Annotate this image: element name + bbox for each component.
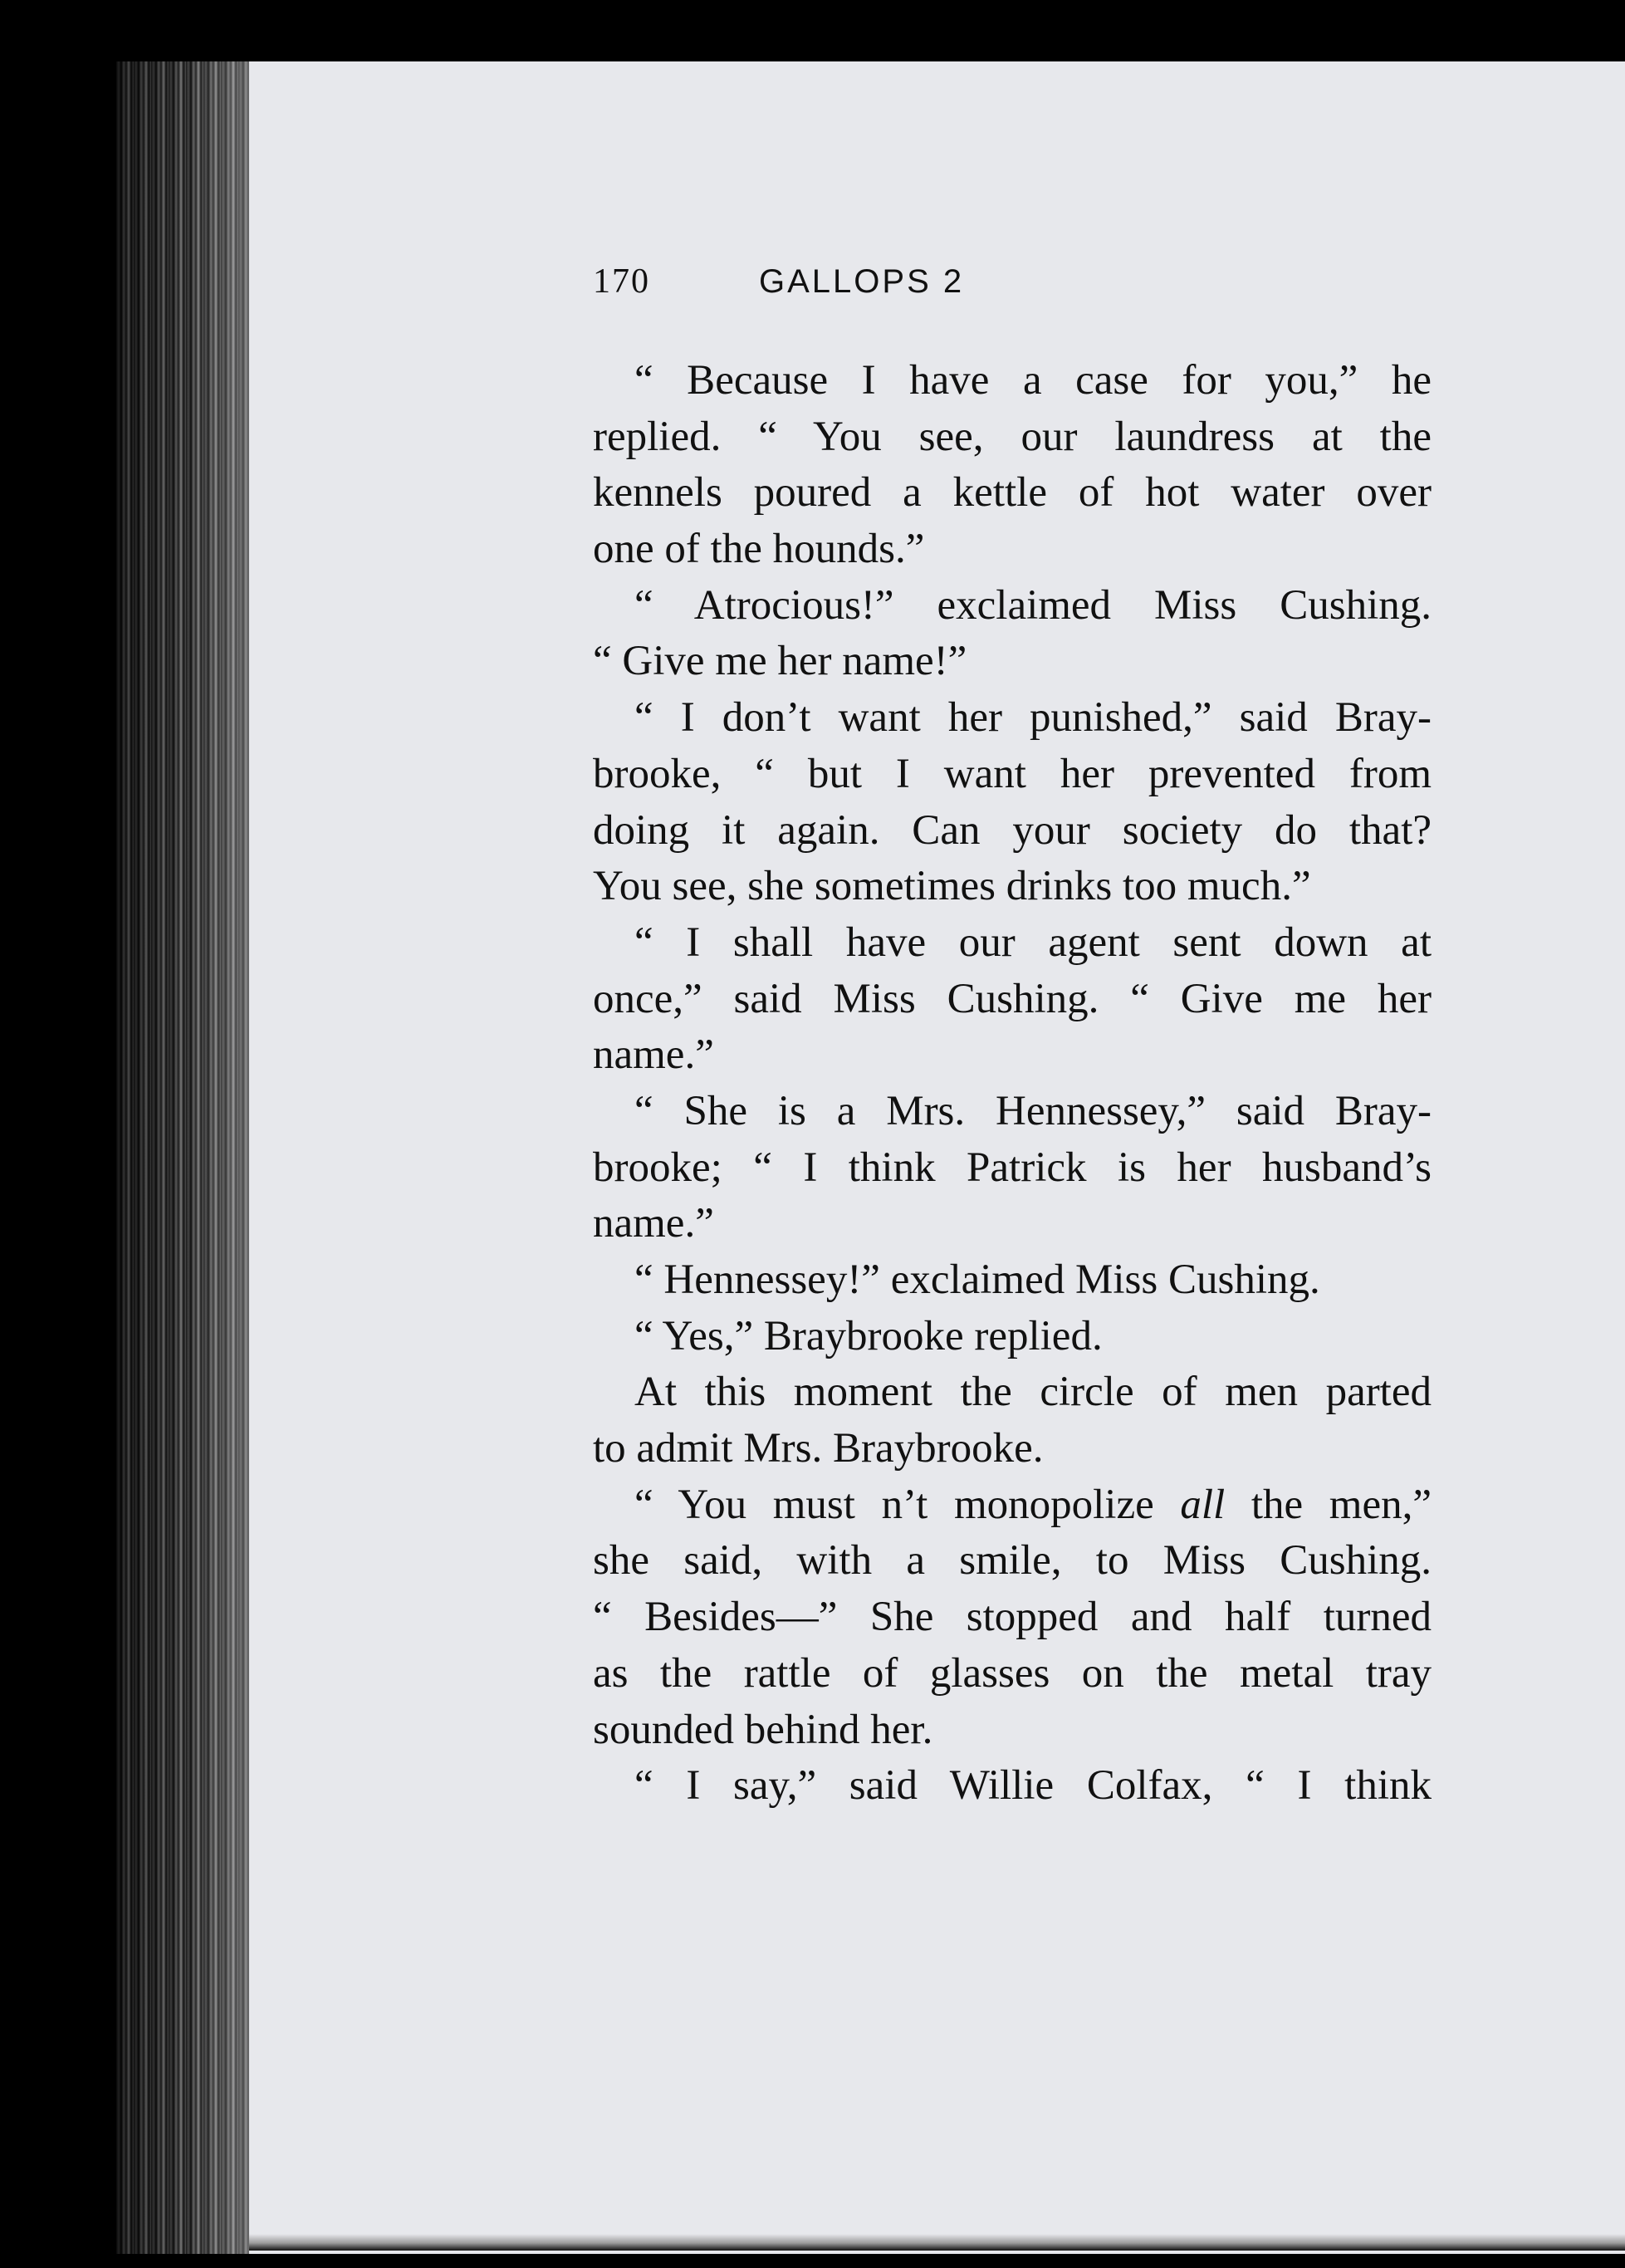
text-line: sounded behind her. [593, 1706, 933, 1753]
text-line: name.” [593, 1031, 714, 1079]
text-line: At this moment the circle of men parted [634, 1369, 1432, 1416]
text-line: “ Because I have a case for you,” he [634, 357, 1432, 404]
text-segment: the men,” [1225, 1481, 1432, 1528]
text-line: “ Give me her name!” [593, 638, 967, 685]
running-head [593, 262, 1432, 311]
text-line: “ I say,” said Willie Colfax, “ I think [634, 1762, 1432, 1810]
text-line: “ She is a Mrs. Hennessey,” said Bray- [634, 1087, 1432, 1134]
text-line: You see, she sometimes drinks too much.” [593, 863, 1311, 910]
text-line: as the rattle of glasses on the metal tray [593, 1649, 1432, 1697]
running-head-title: GALLOPS 2 [759, 263, 965, 300]
text-line: “ Besides—” She stopped and half turned [593, 1594, 1432, 1641]
text-line [593, 1477, 1432, 1534]
text-line: “ Hennessey!” exclaimed Miss Cushing. [634, 1256, 1320, 1303]
text-line: brooke, “ but I want her prevented from [593, 750, 1432, 797]
text-line: brooke; “ I think Patrick is her husband’s [593, 1144, 1432, 1191]
text-line: doing it again. Can your society do that? [593, 806, 1432, 854]
italic-word: all [1180, 1481, 1226, 1528]
page-bottom-edge [249, 2234, 1625, 2251]
text-segment: “ You must n’t monopolize [634, 1481, 1181, 1528]
text-line: “ Yes,” Braybrooke replied. [634, 1312, 1103, 1359]
text-line: name.” [593, 1200, 714, 1247]
text-line: replied. “ You see, our laundress at the [593, 413, 1432, 460]
text-line: one of the hounds.” [593, 526, 925, 573]
book-page-edges [116, 61, 266, 2254]
text-line: once,” said Miss Cushing. “ Give me her [593, 975, 1432, 1022]
text-line: “ I don’t want her punished,” said Bray- [634, 694, 1432, 742]
page-number: 170 [593, 262, 650, 301]
scan-border-top [0, 0, 1625, 65]
text-line: “ Atrocious!” exclaimed Miss Cushing. [634, 581, 1432, 629]
text-line: “ I shall have our agent sent down at [634, 918, 1432, 966]
text-line: she said, with a smile, to Miss Cushing. [593, 1537, 1432, 1585]
page-text [593, 262, 1432, 1815]
text-line: to admit Mrs. Braybrooke. [593, 1425, 1044, 1472]
text-line: kennels poured a kettle of hot water over [593, 469, 1432, 517]
